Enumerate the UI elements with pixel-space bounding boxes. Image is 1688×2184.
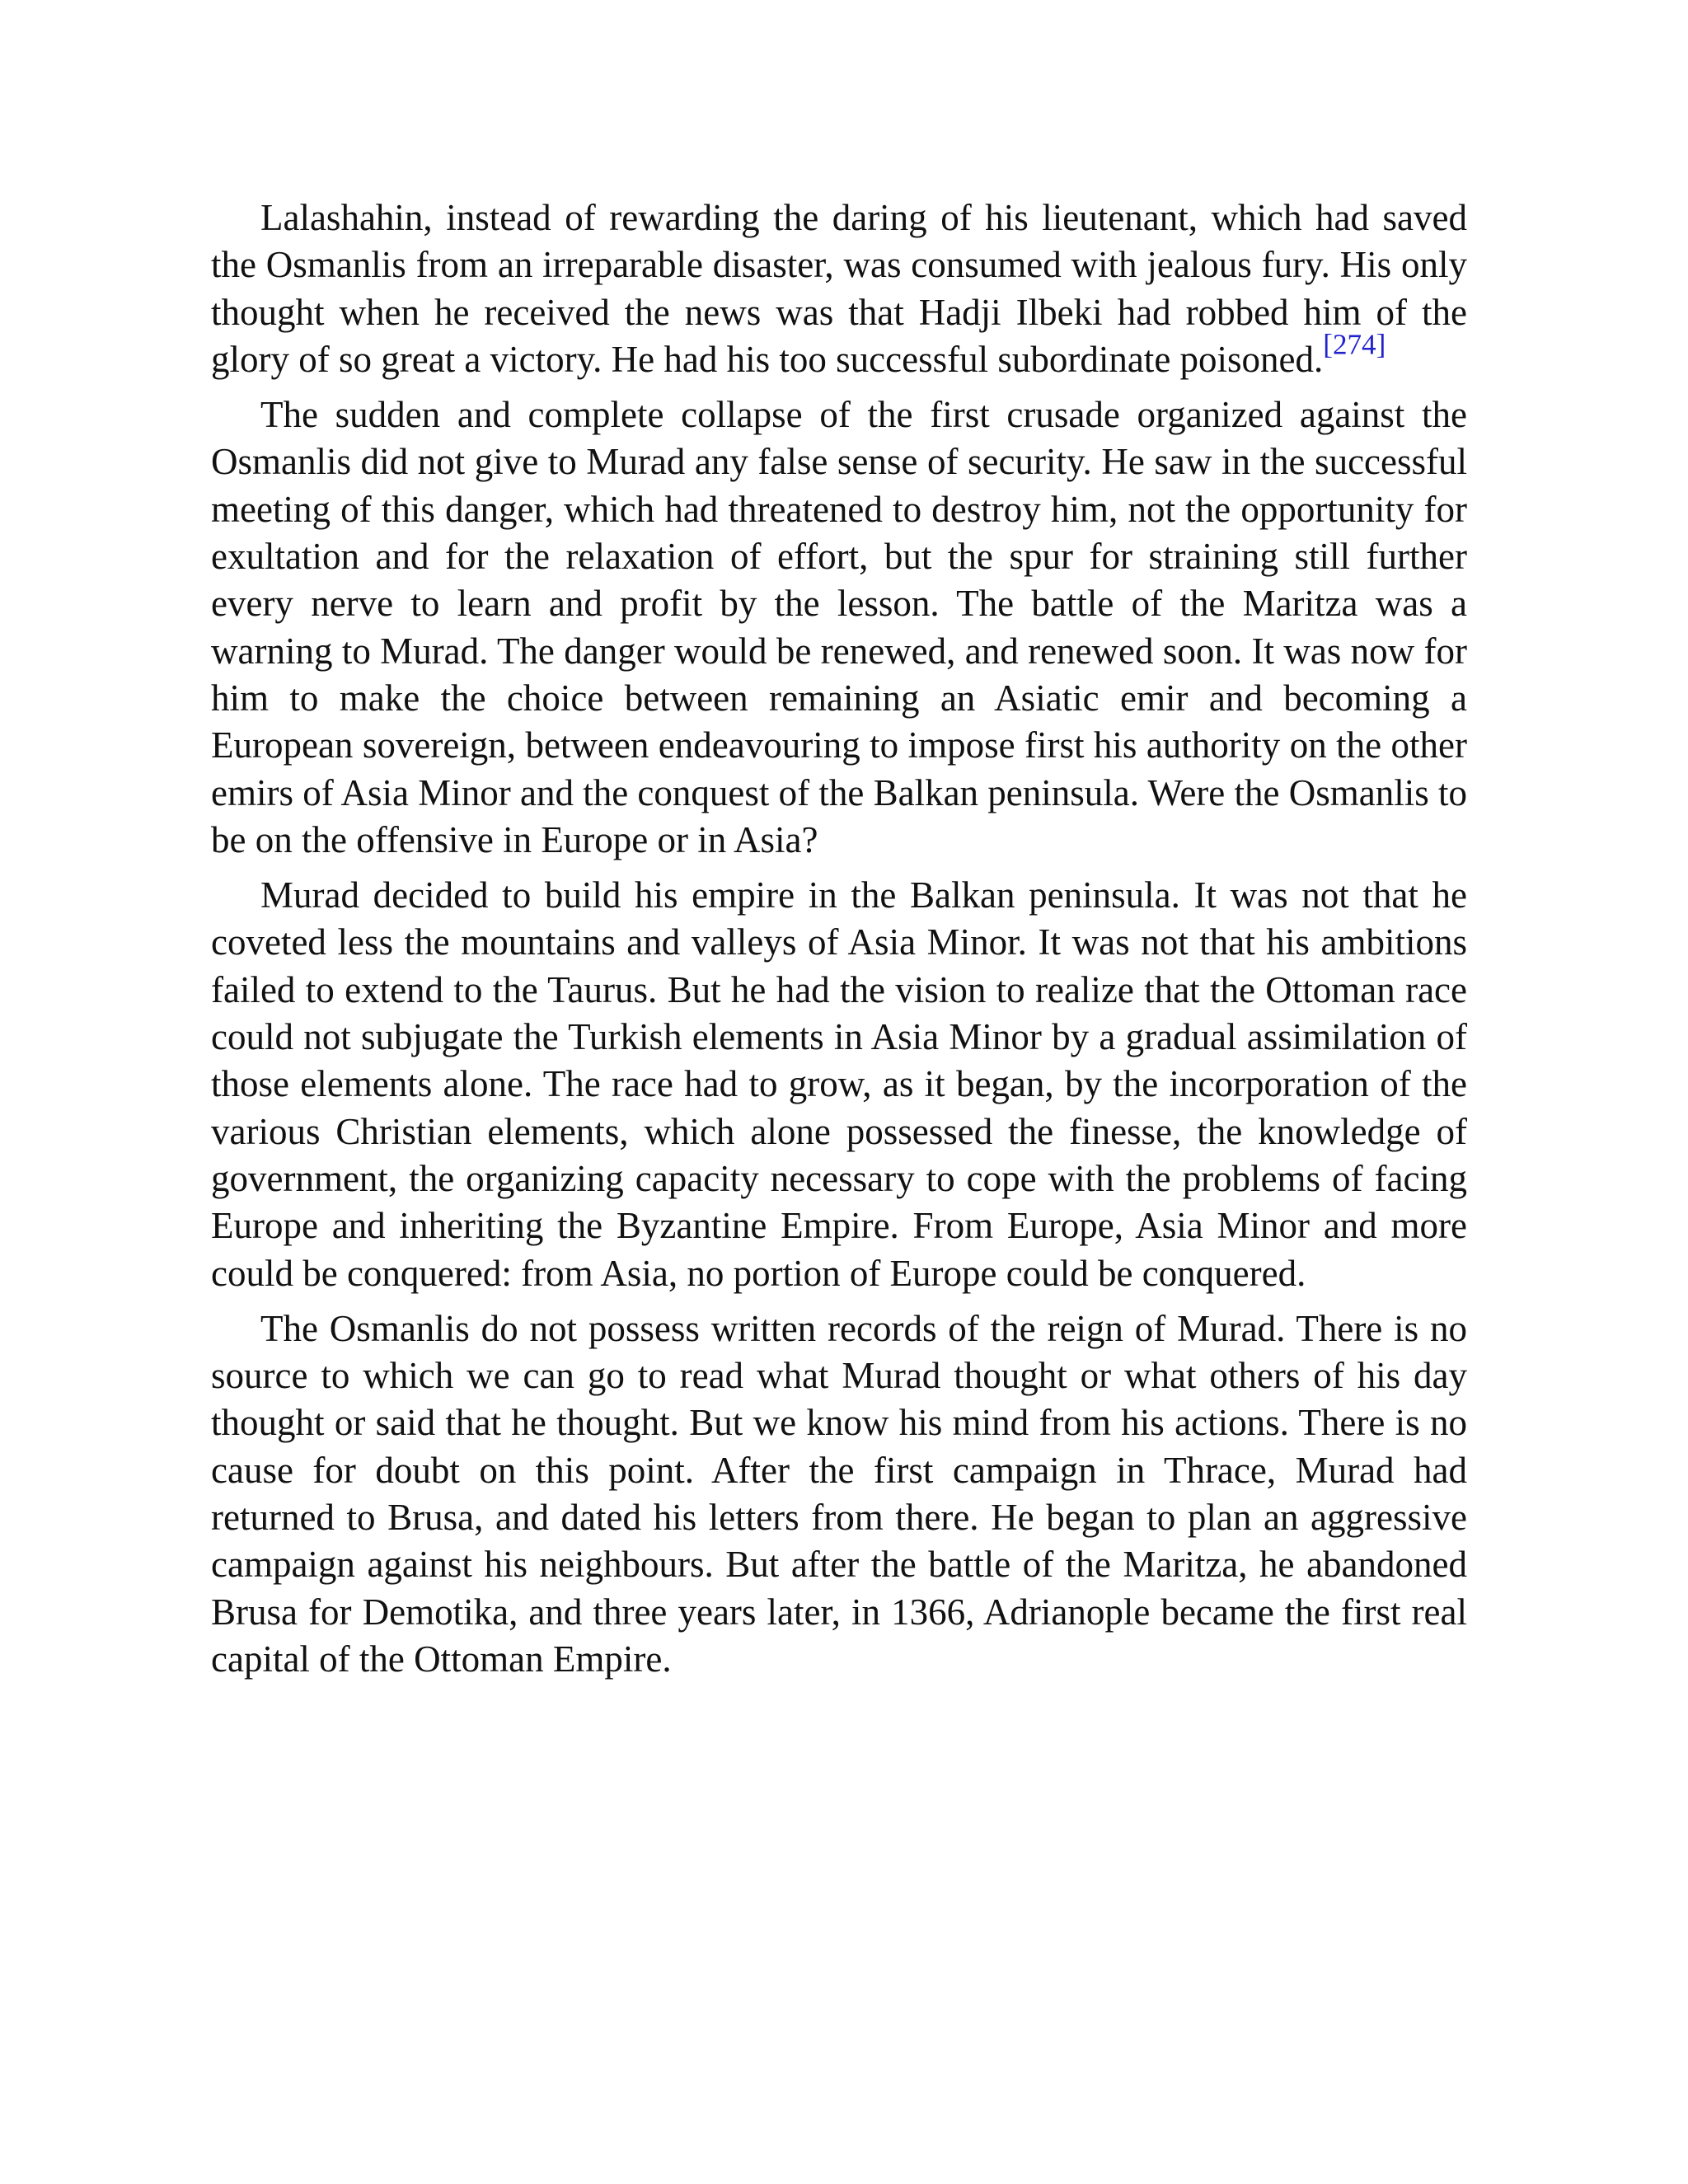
paragraph-2-text: The sudden and complete collapse of the first crusade organized against the Osmanlis did not give to Murad any false sense of security. He saw in the successful meeting of this danger, which had threatened to destroy him, not the opportunity for exultation and for the relaxation of effort, but the spur for straining still further every nerve to learn and profit by the lesson. The battle of the Maritza was a warning to Murad. The danger would be renewed, and renewed soon. It was now for him to make the choice between remaining an Asiatic emir and becoming a European sovereign, between endeavouring to impose first his authority on the other emirs of Asia Minor and the conquest of the Balkan peninsula. Were the Osmanlis to be on the offensive in Europe or in Asia? xyxy=(211,394,1467,860)
paragraph-2 xyxy=(211,391,1467,864)
paragraph-4-text: The Osmanlis do not possess written records of the reign of Murad. There is no source to which we can go to read what Murad thought or what others of his day thought or said that he thought. But we know his mind from his actions. There is no cause for doubt on this point. After the first campaign in Thrace, Murad had returned to Brusa, and dated his letters from there. He began to plan an aggressive campaign against his neighbours. But after the battle of the Maritza, he abandoned Brusa for Demotika, and three years later, in 1366, Adrianople became the first real capital of the Ottoman Empire. xyxy=(211,1307,1467,1680)
paragraph-3-text: Murad decided to build his empire in the Balkan peninsula. It was not that he coveted less the mountains and valleys of Asia Minor. It was not that his ambitions failed to extend to the Taurus. But he had the vision to realize that the Ottoman race could not subjugate the Turkish elements in Asia Minor by a gradual assimilation of those elements alone. The race had to grow, as it began, by the incorporation of the various Christian elements, which alone possessed the finesse, the knowledge of government, the organizing capacity necessary to cope with the problems of facing Europe and inheriting the Byzantine Empire. From Europe, Asia Minor and more could be conquered: from Asia, no portion of Europe could be conquered. xyxy=(211,874,1467,1294)
paragraph-3 xyxy=(211,872,1467,1297)
document-page xyxy=(211,194,1467,1691)
paragraph-4 xyxy=(211,1305,1467,1683)
footnote-link-274[interactable]: [274] xyxy=(1323,328,1386,361)
paragraph-1 xyxy=(211,194,1467,383)
paragraph-1-text: Lalashahin, instead of rewarding the daring of his lieutenant, which had saved the Osmanlis from an irreparable disaster, was consumed with jealous fury. His only thought when he received the news was that Hadji Ilbeki had robbed him of the glory of so great a victory. He had his too successful subordinate poisoned. xyxy=(211,197,1467,380)
